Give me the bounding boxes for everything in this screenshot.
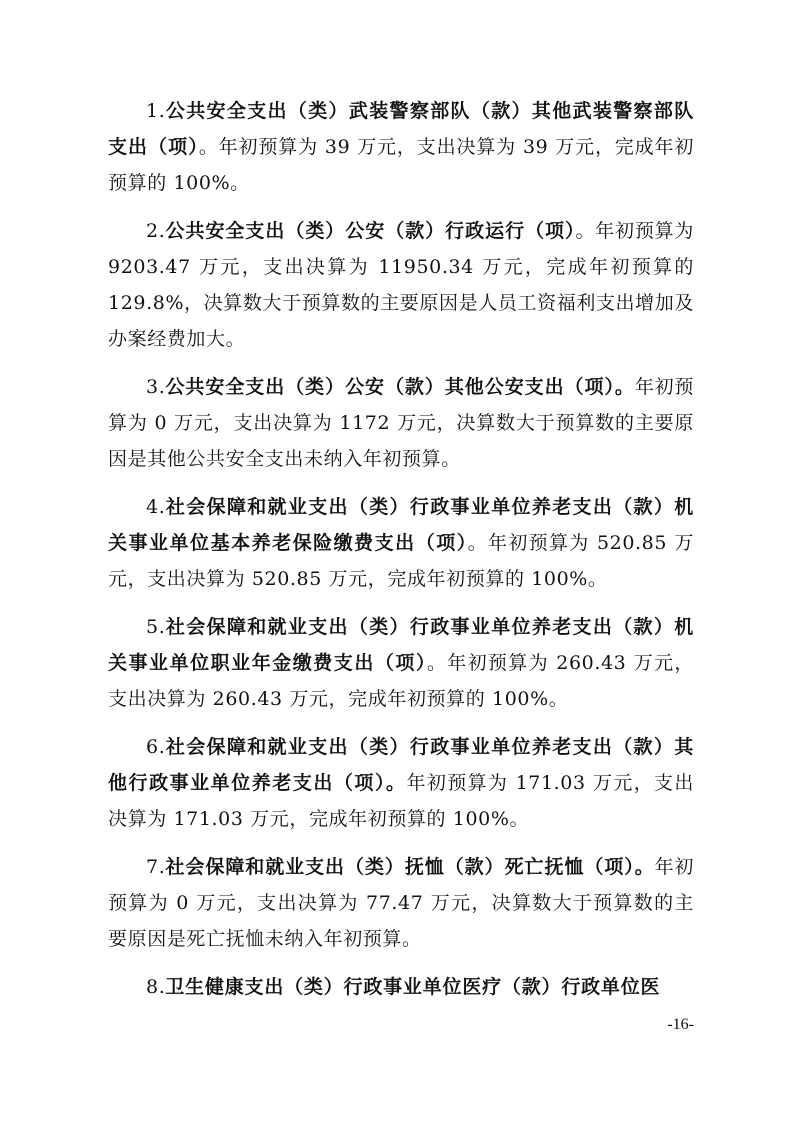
item-heading: 公共安全支出（类）公安（款）行政运行（项） <box>165 220 576 242</box>
item-number: 3. <box>146 376 166 398</box>
paragraph-item-3 <box>108 369 694 477</box>
item-body: 年初预算为 171.03 万元，支出决算为 171.03 万元，完成年初预算的 100%。 <box>108 772 694 830</box>
item-number: 2. <box>146 220 166 242</box>
paragraph-item-5 <box>108 609 694 717</box>
document-body <box>108 93 694 1017</box>
item-heading: 公共安全支出（类）武装警察部队（款）其他武装警察部队支出（项） <box>108 100 694 158</box>
item-body: 年初预算为 0 万元，支出决算为 1172 万元，决算数大于预算数的主要原因是其他公共安全支出未纳入年初预算。 <box>108 376 694 470</box>
item-number: 4. <box>146 496 166 518</box>
item-number: 7. <box>146 856 166 878</box>
item-heading: 卫生健康支出（类）行政事业单位医疗（款）行政单位医 <box>165 976 661 998</box>
item-heading: 社会保障和就业支出（类）行政事业单位养老支出（款）机关事业单位职业年金缴费支出（项） <box>108 616 694 674</box>
paragraph-item-2 <box>108 213 694 357</box>
item-number: 1. <box>146 100 166 122</box>
item-body: 年初预算为 0 万元，支出决算为 77.47 万元，决算数大于预算数的主要原因是死亡抚恤未纳入年初预算。 <box>108 856 694 950</box>
item-body: 。年初预算为 260.43 万元，支出决算为 260.43 万元，完成年初预算的 100%。 <box>108 652 694 710</box>
paragraph-item-6 <box>108 729 694 837</box>
paragraph-item-8 <box>108 969 694 1005</box>
item-number: 5. <box>146 616 166 638</box>
item-number: 6. <box>146 736 166 758</box>
item-number: 8. <box>146 976 166 998</box>
page-number: -16- <box>667 1016 694 1033</box>
item-heading: 社会保障和就业支出（类）抚恤（款）死亡抚恤（项）。 <box>165 856 655 878</box>
paragraph-item-7 <box>108 849 694 957</box>
item-heading: 社会保障和就业支出（类）行政事业单位养老支出（款）机关事业单位基本养老保险缴费支出（项） <box>108 496 694 554</box>
item-body: 。年初预算为 39 万元，支出决算为 39 万元，完成年初预算的 100%。 <box>108 136 694 194</box>
item-body: 。年初预算为 9203.47 万元，支出决算为 11950.34 万元，完成年初预算的 129.8%，决算数大于预算数的主要原因是人员工资福利支出增加及办案经费加大。 <box>108 220 694 350</box>
paragraph-item-4 <box>108 489 694 597</box>
item-heading: 社会保障和就业支出（类）行政事业单位养老支出（款）其他行政事业单位养老支出（项）。 <box>108 736 694 794</box>
item-body: 。年初预算为 520.85 万元，支出决算为 520.85 万元，完成年初预算的 100%。 <box>108 532 694 590</box>
paragraph-item-1 <box>108 93 694 201</box>
item-heading: 公共安全支出（类）公安（款）其他公安支出（项）。 <box>165 376 635 398</box>
